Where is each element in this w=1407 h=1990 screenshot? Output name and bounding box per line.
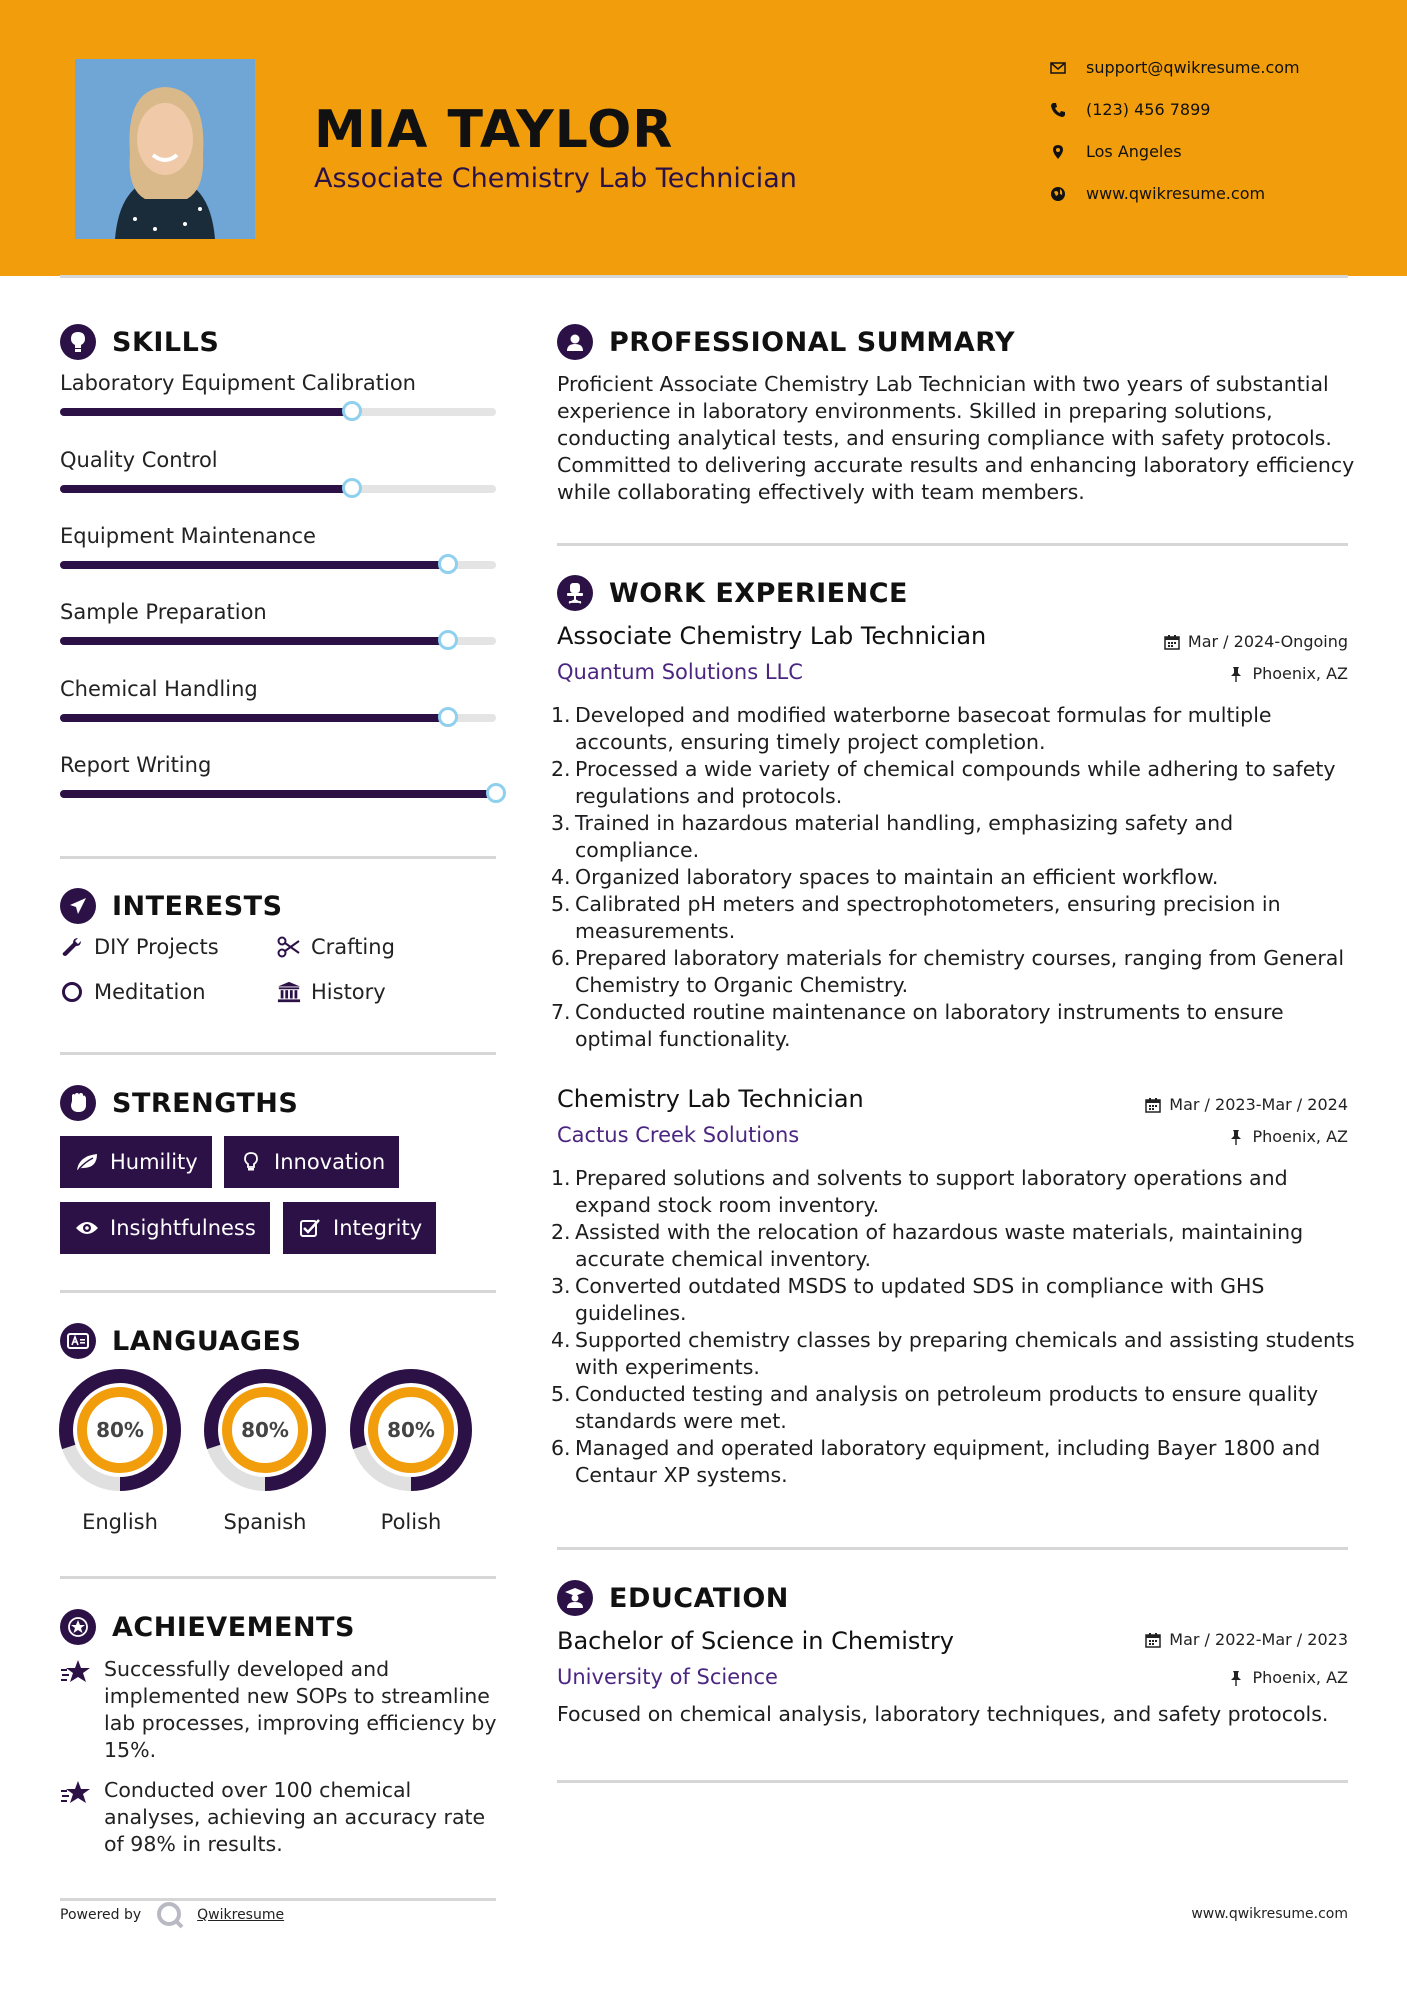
candidate-title: Associate Chemistry Lab Technician xyxy=(314,163,797,194)
interest-item xyxy=(60,980,206,1004)
responsibility-item xyxy=(551,999,1357,1053)
shooting-star-icon xyxy=(60,1779,92,1807)
item-number: 6. xyxy=(551,946,571,970)
achievements-heading xyxy=(60,1609,355,1645)
strengths-divider xyxy=(60,1290,496,1293)
skill-bar xyxy=(60,790,496,798)
responsibility-item xyxy=(551,891,1357,945)
summary-title: PROFESSIONAL SUMMARY xyxy=(609,326,1016,358)
pushpin-icon xyxy=(1228,666,1244,682)
skill-bar-knob xyxy=(342,478,362,498)
language-name: Polish xyxy=(380,1510,442,1534)
contact-phone-text: (123) 456 7899 xyxy=(1086,100,1211,119)
skill-item xyxy=(60,524,496,548)
education-divider xyxy=(557,1780,1348,1783)
contact-website-text: www.qwikresume.com xyxy=(1086,184,1266,203)
responsibility-item xyxy=(551,1381,1357,1435)
skills-title: SKILLS xyxy=(112,326,220,358)
skill-bar-fill xyxy=(60,561,448,569)
skill-item xyxy=(60,371,496,395)
responsibility-item xyxy=(551,702,1357,756)
education-dates-text: Mar / 2022-Mar / 2023 xyxy=(1169,1630,1348,1649)
skill-bar xyxy=(60,408,496,416)
item-number: 5. xyxy=(551,892,571,916)
skill-bar-fill xyxy=(60,637,448,645)
languages-heading xyxy=(60,1323,301,1359)
strength-tag xyxy=(60,1202,270,1254)
skill-item xyxy=(60,600,496,624)
calendar-icon xyxy=(1145,1097,1161,1113)
education-heading xyxy=(557,1580,789,1616)
skill-bar-fill xyxy=(60,485,352,493)
skill-bar xyxy=(60,561,496,569)
item-number: 5. xyxy=(551,1382,571,1406)
skill-bar xyxy=(60,485,496,493)
responsibility-text: Developed and modified waterborne basecoat formulas for multiple accounts, ensuring timely project completion. xyxy=(575,703,1272,754)
skill-bar-knob xyxy=(438,554,458,574)
skills-divider xyxy=(60,856,496,859)
language-name: English xyxy=(82,1510,158,1534)
language-card-icon xyxy=(60,1323,96,1359)
experience-title: WORK EXPERIENCE xyxy=(609,577,908,609)
job-title: Chemistry Lab Technician xyxy=(557,1085,864,1113)
item-number: 2. xyxy=(551,757,571,781)
responsibility-text: Trained in hazardous material handling, emphasizing safety and compliance. xyxy=(575,811,1234,862)
interest-label: Crafting xyxy=(311,935,395,959)
skill-bar-fill xyxy=(60,790,496,798)
circle-icon xyxy=(60,980,84,1004)
strength-tag xyxy=(283,1202,436,1254)
strength-tag xyxy=(60,1136,212,1188)
job-location xyxy=(1228,1127,1348,1146)
interests-title: INTERESTS xyxy=(112,890,283,922)
responsibility-item xyxy=(551,756,1357,810)
item-number: 7. xyxy=(551,1000,571,1024)
skill-bar-knob xyxy=(438,630,458,650)
job-location-text: Phoenix, AZ xyxy=(1252,1127,1348,1146)
responsibility-item xyxy=(551,864,1357,891)
responsibility-item xyxy=(551,1435,1357,1489)
responsibility-text: Organized laboratory spaces to maintain an efficient workflow. xyxy=(575,865,1219,889)
skill-name: Sample Preparation xyxy=(60,600,267,624)
skill-name: Quality Control xyxy=(60,448,218,472)
responsibility-text: Conducted testing and analysis on petroleum products to ensure quality standards were met. xyxy=(575,1382,1319,1433)
globe-icon xyxy=(1050,186,1066,202)
office-chair-icon xyxy=(557,575,593,611)
profile-photo xyxy=(75,59,255,239)
job-location xyxy=(1228,664,1348,683)
job-location-text: Phoenix, AZ xyxy=(1252,664,1348,683)
item-number: 1. xyxy=(551,703,571,727)
strengths-heading xyxy=(60,1085,298,1121)
skill-bar-fill xyxy=(60,408,352,416)
interest-label: Meditation xyxy=(94,980,206,1004)
education-degree: Bachelor of Science in Chemistry xyxy=(557,1627,954,1655)
contact-location-text: Los Angeles xyxy=(1086,142,1182,161)
star-badge-icon xyxy=(60,1609,96,1645)
responsibility-text: Converted outdated MSDS to updated SDS in compliance with GHS guidelines. xyxy=(575,1274,1265,1325)
strength-label: Humility xyxy=(110,1150,198,1174)
summary-divider xyxy=(557,543,1348,546)
job-dates xyxy=(1145,1095,1348,1114)
job-dates-text: Mar / 2023-Mar / 2024 xyxy=(1169,1095,1348,1114)
item-number: 3. xyxy=(551,1274,571,1298)
skill-name: Chemical Handling xyxy=(60,677,258,701)
education-location xyxy=(1228,1668,1348,1687)
checkbox-icon xyxy=(297,1217,323,1239)
strength-label: Integrity xyxy=(333,1216,423,1240)
responsibility-item xyxy=(551,810,1357,864)
job-dates xyxy=(1164,632,1348,651)
skill-bar-knob xyxy=(486,783,506,803)
responsibility-text: Supported chemistry classes by preparing chemicals and assisting students with experiments. xyxy=(575,1328,1355,1379)
interest-label: DIY Projects xyxy=(94,935,219,959)
strength-label: Insightfulness xyxy=(110,1216,256,1240)
responsibility-text: Prepared solutions and solvents to support laboratory operations and expand stock room inventory. xyxy=(575,1166,1288,1217)
language-item xyxy=(349,1368,473,1534)
fist-icon xyxy=(60,1085,96,1121)
pushpin-icon xyxy=(1228,1670,1244,1686)
contact-email-text: support@qwikresume.com xyxy=(1086,58,1300,77)
paper-plane-icon xyxy=(60,888,96,924)
job-company: Cactus Creek Solutions xyxy=(557,1123,800,1147)
skill-item xyxy=(60,448,496,472)
skill-bar xyxy=(60,637,496,645)
qwikresume-link[interactable]: Qwikresume xyxy=(197,1907,285,1923)
responsibility-item xyxy=(551,1327,1357,1381)
skill-name: Report Writing xyxy=(60,753,212,777)
museum-icon xyxy=(277,980,301,1004)
strength-tag xyxy=(224,1136,399,1188)
lightbulb-icon xyxy=(60,324,96,360)
interest-item xyxy=(60,935,219,959)
languages-divider xyxy=(60,1576,496,1579)
eye-icon xyxy=(74,1217,100,1239)
responsibility-text: Calibrated pH meters and spectrophotometers, ensuring precision in measurements. xyxy=(575,892,1281,943)
interest-item xyxy=(277,935,395,959)
skill-bar xyxy=(60,714,496,722)
responsibility-text: Processed a wide variety of chemical compounds while adhering to safety regulations and protocols. xyxy=(575,757,1336,808)
skill-name: Equipment Maintenance xyxy=(60,524,316,548)
gauge-percent: 80% xyxy=(387,1418,435,1442)
interests-heading xyxy=(60,888,283,924)
language-item xyxy=(203,1368,327,1534)
interests-divider xyxy=(60,1052,496,1055)
achievement-text: Successfully developed and implemented new SOPs to streamline lab processes, improving efficiency by 15%. xyxy=(104,1657,497,1762)
strengths-title: STRENGTHS xyxy=(112,1087,299,1119)
graduate-icon xyxy=(557,1580,593,1616)
strength-label: Innovation xyxy=(274,1150,386,1174)
skill-item xyxy=(60,753,496,777)
responsibility-item xyxy=(551,1219,1357,1273)
language-gauge xyxy=(58,1368,182,1492)
item-number: 6. xyxy=(551,1436,571,1460)
responsibility-text: Assisted with the relocation of hazardous waste materials, maintaining accurate chemical inventory. xyxy=(575,1220,1304,1271)
education-location-text: Phoenix, AZ xyxy=(1252,1668,1348,1687)
responsibility-item xyxy=(551,1165,1357,1219)
job-responsibilities xyxy=(551,702,1357,1053)
skill-bar-knob xyxy=(342,401,362,421)
powered-by xyxy=(60,1900,284,1930)
item-number: 4. xyxy=(551,1328,571,1352)
item-number: 1. xyxy=(551,1166,571,1190)
footer-url[interactable]: www.qwikresume.com xyxy=(1191,1906,1348,1922)
interest-item xyxy=(277,980,386,1004)
item-number: 2. xyxy=(551,1220,571,1244)
experience-heading xyxy=(557,575,908,611)
shooting-star-icon xyxy=(60,1658,92,1686)
education-title: EDUCATION xyxy=(609,1582,789,1614)
skills-heading xyxy=(60,324,219,360)
responsibility-text: Managed and operated laboratory equipment, including Bayer 1800 and Centaur XP systems. xyxy=(575,1436,1321,1487)
qwikresume-logo-icon xyxy=(155,1900,185,1930)
languages-title: LANGUAGES xyxy=(112,1325,302,1357)
responsibility-text: Conducted routine maintenance on laboratory instruments to ensure optimal functionality. xyxy=(575,1000,1284,1051)
education-description: Focused on chemical analysis, laboratory techniques, and safety protocols. xyxy=(557,1702,1329,1726)
job-dates-text: Mar / 2024-Ongoing xyxy=(1187,632,1348,651)
candidate-name: MIA TAYLOR xyxy=(314,100,674,160)
skill-bar-fill xyxy=(60,714,448,722)
language-name: Spanish xyxy=(223,1510,307,1534)
skill-bar-knob xyxy=(438,707,458,727)
interest-label: History xyxy=(311,980,386,1004)
user-icon xyxy=(557,324,593,360)
experience-divider xyxy=(557,1547,1348,1550)
summary-heading xyxy=(557,324,1015,360)
calendar-icon xyxy=(1145,1632,1161,1648)
gauge-percent: 80% xyxy=(96,1418,144,1442)
language-gauge xyxy=(349,1368,473,1492)
job-company: Quantum Solutions LLC xyxy=(557,660,803,684)
job-responsibilities xyxy=(551,1165,1357,1489)
summary-text: Proficient Associate Chemistry Lab Technician with two years of substantial experience in laboratory environments. Skilled in preparing solutions, conducting analytical tests, and ensuring compliance with safety protocols. Committed to delivering accurate results and enhancing laboratory efficiency while collaborating effectively with team members. xyxy=(557,372,1355,504)
education-school: University of Science xyxy=(557,1665,778,1689)
achievements-title: ACHIEVEMENTS xyxy=(112,1611,355,1643)
responsibility-text: Prepared laboratory materials for chemistry courses, ranging from General Chemistry to Organic Chemistry. xyxy=(575,946,1345,997)
gauge-percent: 80% xyxy=(241,1418,289,1442)
education-dates xyxy=(1145,1630,1348,1649)
calendar-icon xyxy=(1164,634,1180,650)
lightbulb-icon xyxy=(238,1151,264,1173)
pushpin-icon xyxy=(1228,1129,1244,1145)
item-number: 4. xyxy=(551,865,571,889)
envelope-icon xyxy=(1050,60,1066,76)
item-number: 3. xyxy=(551,811,571,835)
location-pin-icon xyxy=(1050,144,1066,160)
header-divider xyxy=(60,275,1348,278)
resume-header xyxy=(0,0,1407,276)
skill-name: Laboratory Equipment Calibration xyxy=(60,371,416,395)
achievement-text: Conducted over 100 chemical analyses, achieving an accuracy rate of 98% in results. xyxy=(104,1778,486,1856)
responsibility-item xyxy=(551,1273,1357,1327)
leaf-icon xyxy=(74,1151,100,1173)
job-title: Associate Chemistry Lab Technician xyxy=(557,622,987,650)
skill-item xyxy=(60,677,496,701)
language-gauge xyxy=(203,1368,327,1492)
wrench-icon xyxy=(60,935,84,959)
powered-by-label: Powered by xyxy=(60,1907,142,1923)
responsibility-item xyxy=(551,945,1357,999)
phone-icon xyxy=(1050,102,1066,118)
scissors-icon xyxy=(277,935,301,959)
language-item xyxy=(58,1368,182,1534)
